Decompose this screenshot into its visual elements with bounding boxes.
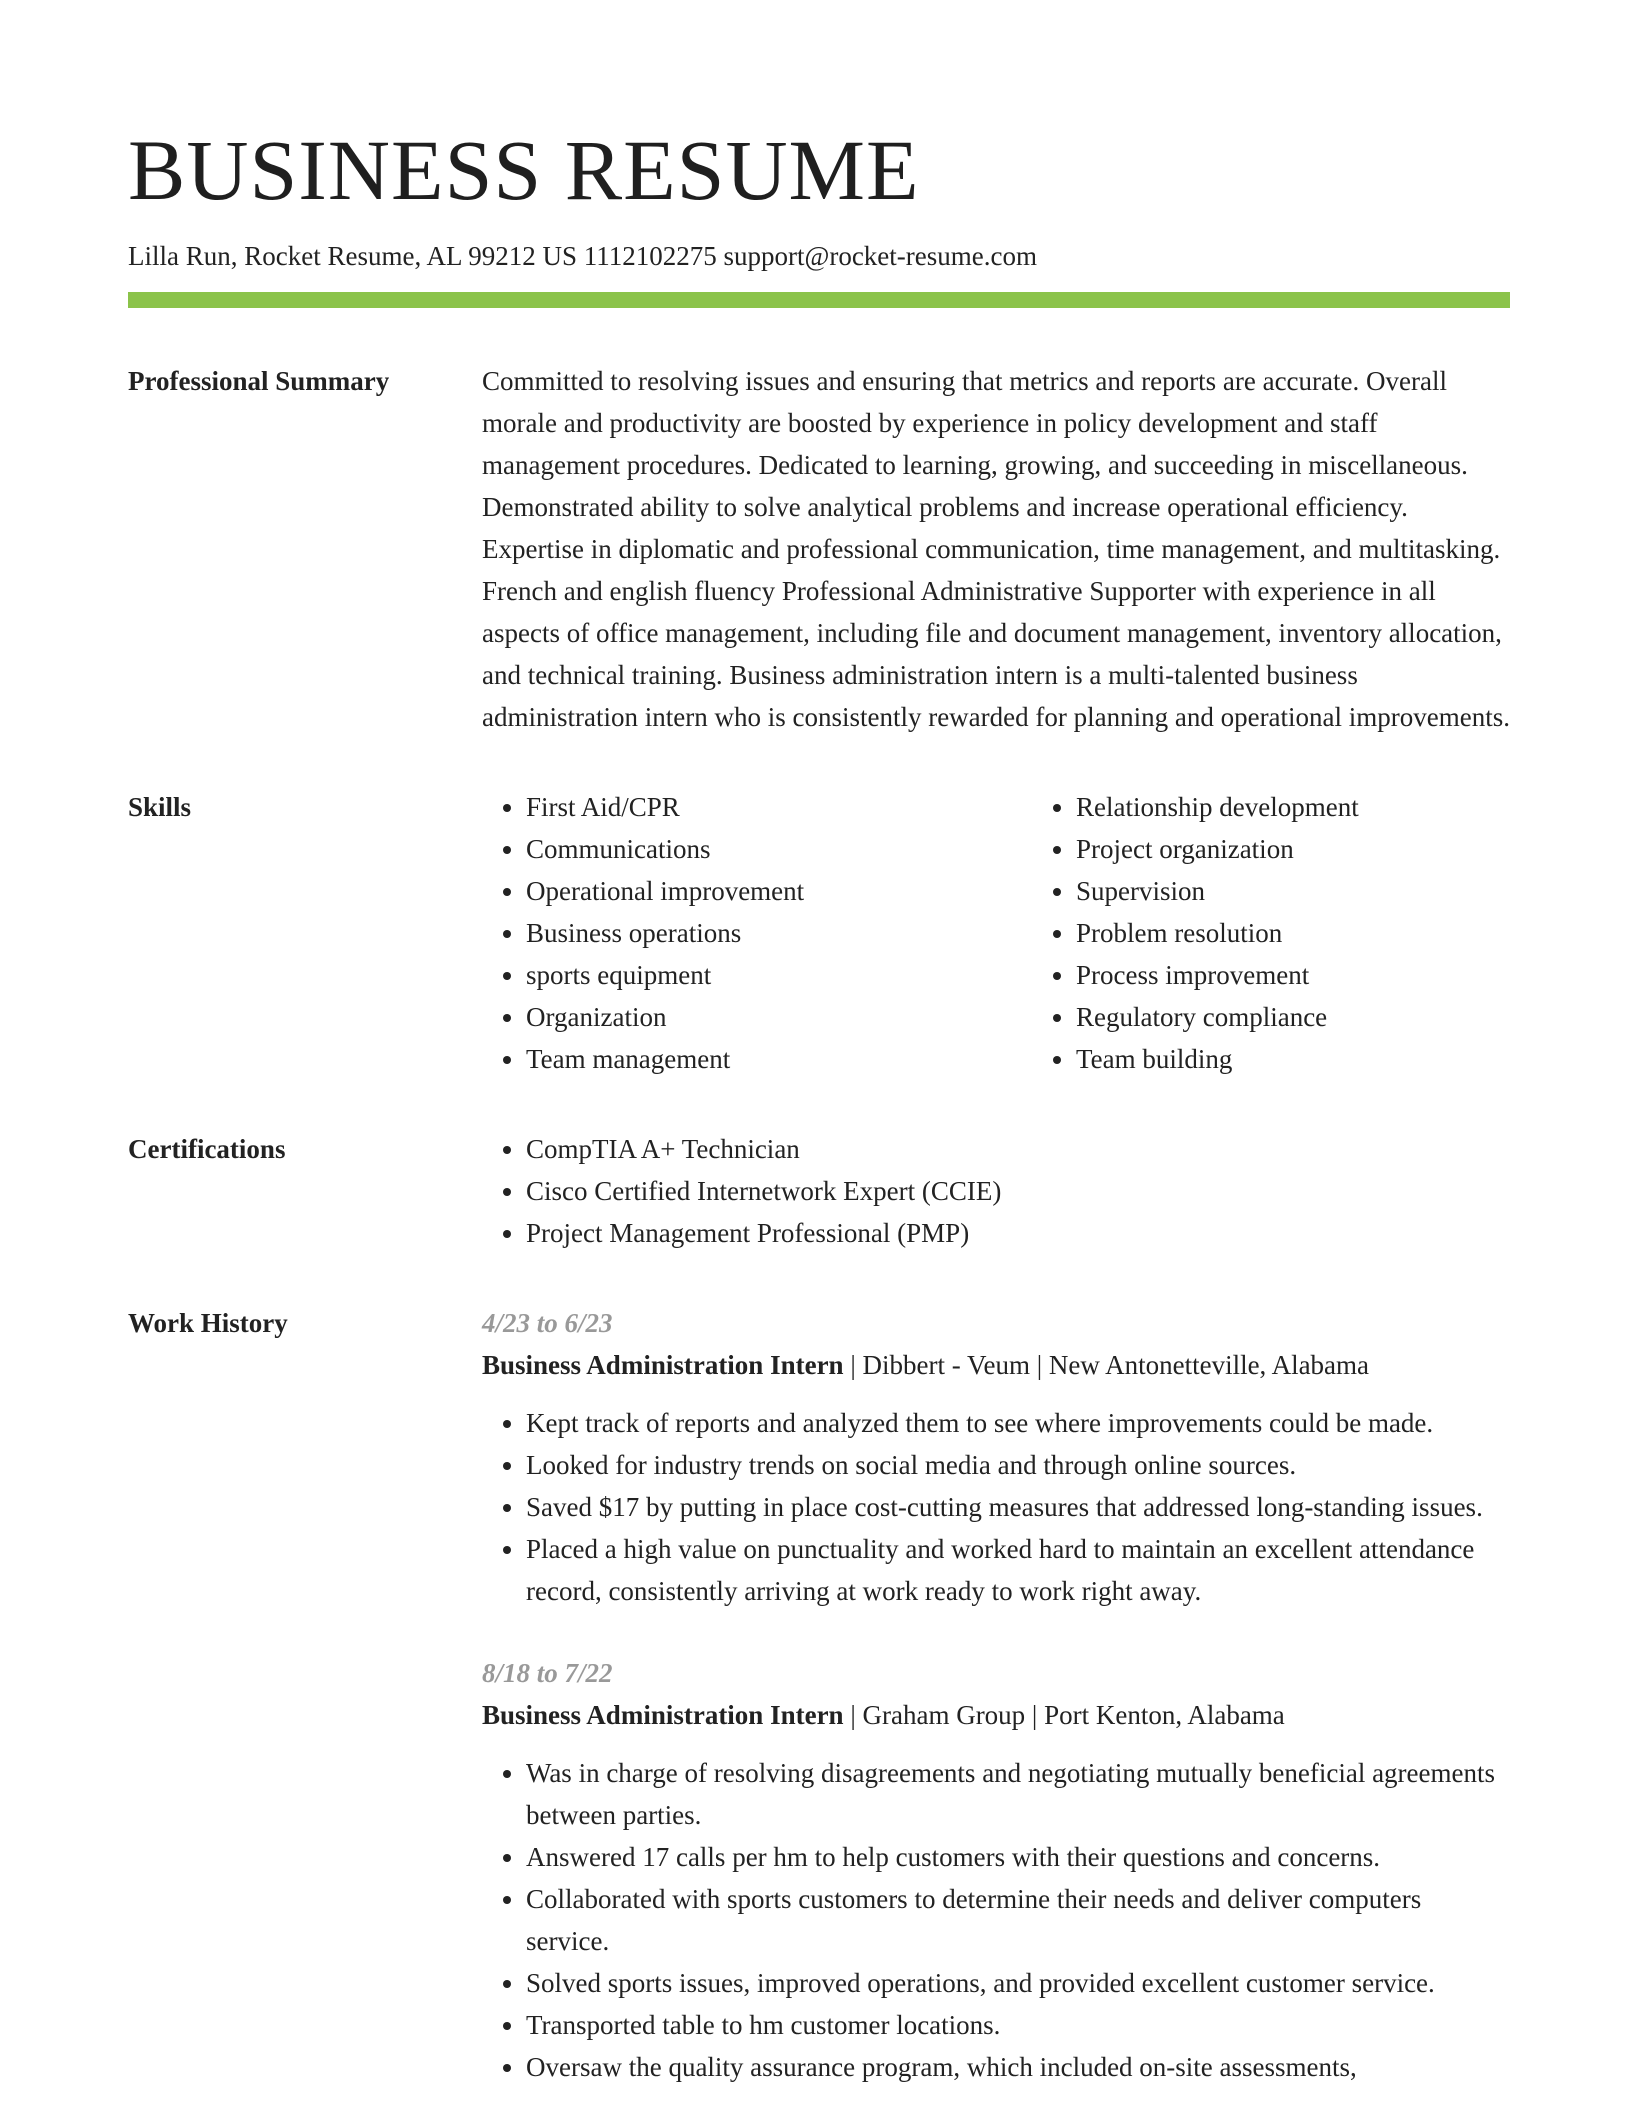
skills-list-right <box>1032 786 1582 1080</box>
skill-item: • Relationship development <box>1076 786 1582 828</box>
skill-item: • Process improvement <box>1076 954 1582 996</box>
job-heading <box>482 1344 1510 1386</box>
skill-item: • Regulatory compliance <box>1076 996 1582 1038</box>
job-bullet: • Placed a high value on punctuality and worked hard to maintain an excellent attendance record, consistently arriving at work ready to work right away. <box>526 1528 1510 1612</box>
job-dates: 4/23 to 6/23 <box>482 1308 613 1338</box>
summary-text: Committed to resolving issues and ensuring that metrics and reports are accurate. Overall morale and productivity are boosted by experience in policy development and staff management procedures. Dedicated to learning, growing, and succeeding in miscellaneous. Demonstrated ability to solve analytical problems and increase operational efficiency. Expertise in diplomatic and professional communication, time management, and multitasking. French and english fluency Professional Administrative Supporter with experience in all aspects of office management, including file and document management, inventory allocation, and technical training. Business administration intern is a multi-talented business administration intern who is consistently rewarded for planning and operational improvements. <box>482 366 1511 732</box>
certification-item: • Cisco Certified Internetwork Expert (CCIE) <box>526 1170 1510 1212</box>
job-details: | Graham Group | Port Kenton, Alabama <box>843 1700 1285 1730</box>
section-label-summary: Professional Summary <box>128 366 390 396</box>
section-label-certifications: Certifications <box>128 1134 286 1164</box>
work-history-section <box>128 1302 1510 2088</box>
skill-item: • Operational improvement <box>526 870 1032 912</box>
accent-divider <box>128 292 1510 308</box>
job-bullets <box>482 1402 1510 1612</box>
skills-section <box>128 786 1510 1080</box>
section-label-work-history: Work History <box>128 1308 288 1338</box>
job-bullet: • Solved sports issues, improved operations, and provided excellent customer service. <box>526 1962 1510 2004</box>
skill-item: • Project organization <box>1076 828 1582 870</box>
skill-item: • First Aid/CPR <box>526 786 1032 828</box>
skill-item: • Business operations <box>526 912 1032 954</box>
skill-item: • Organization <box>526 996 1032 1038</box>
certification-item: • CompTIA A+ Technician <box>526 1128 1510 1170</box>
contact-line: Lilla Run, Rocket Resume, AL 99212 US 1112102275 support@rocket-resume.com <box>128 241 1037 271</box>
job-dates: 8/18 to 7/22 <box>482 1658 613 1688</box>
certifications-list <box>482 1128 1510 1254</box>
resume-title: BUSINESS RESUME <box>128 122 920 218</box>
certification-item: • Project Management Professional (PMP) <box>526 1212 1510 1254</box>
section-label-skills: Skills <box>128 792 192 822</box>
job-bullets <box>482 1752 1510 2088</box>
job-bullet: • Looked for industry trends on social media and through online sources. <box>526 1444 1510 1486</box>
skill-item: • sports equipment <box>526 954 1032 996</box>
skills-list-left <box>482 786 1032 1080</box>
job-bullet: • Was in charge of resolving disagreements and negotiating mutually beneficial agreements between parties. <box>526 1752 1510 1836</box>
job-bullet: • Saved $17 by putting in place cost-cutting measures that addressed long-standing issues. <box>526 1486 1510 1528</box>
skill-item: • Team building <box>1076 1038 1582 1080</box>
skill-item: • Team management <box>526 1038 1032 1080</box>
job-bullet: • Transported table to hm customer locations. <box>526 2004 1510 2046</box>
job-bullet: • Answered 17 calls per hm to help customers with their questions and concerns. <box>526 1836 1510 1878</box>
job-bullet: • Oversaw the quality assurance program, which included on-site assessments, <box>526 2046 1510 2088</box>
job-bullet: • Collaborated with sports customers to determine their needs and deliver computers service. <box>526 1878 1510 1962</box>
certifications-section <box>128 1128 1510 1254</box>
skill-item: • Communications <box>526 828 1032 870</box>
job-entry <box>482 1652 1510 2088</box>
resume-page <box>128 120 1510 2088</box>
job-entry <box>482 1302 1510 1612</box>
job-title: Business Administration Intern <box>482 1700 844 1730</box>
summary-section <box>128 360 1510 738</box>
skill-item: • Problem resolution <box>1076 912 1582 954</box>
job-bullet: • Kept track of reports and analyzed them to see where improvements could be made. <box>526 1402 1510 1444</box>
job-title: Business Administration Intern <box>482 1350 844 1380</box>
skill-item: • Supervision <box>1076 870 1582 912</box>
job-details: | Dibbert - Veum | New Antonetteville, Alabama <box>843 1350 1370 1380</box>
job-heading <box>482 1694 1510 1736</box>
